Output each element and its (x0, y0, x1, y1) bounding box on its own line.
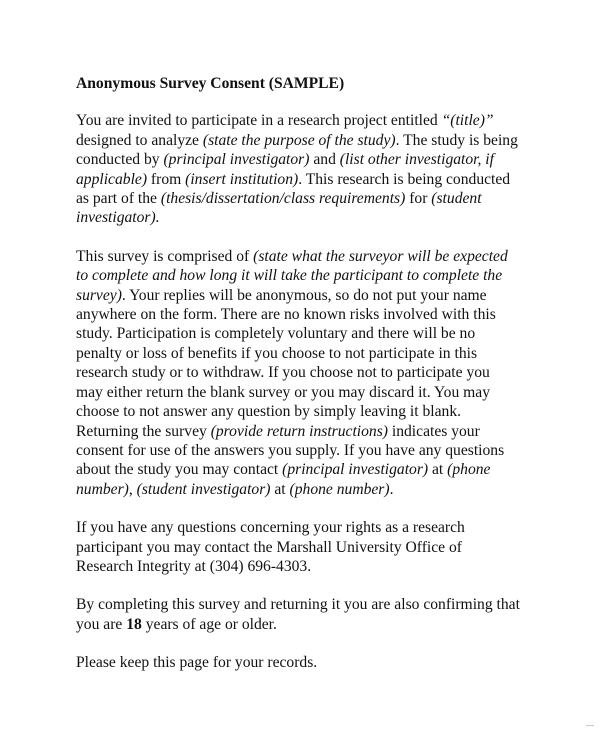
text-line: as part of the (thesis/dissertation/class requirements) for (student (76, 190, 482, 208)
text-line: participant you may contact the Marshall University Office of (76, 538, 462, 556)
text-line: This survey is comprised of (state what the surveyor will be expected (76, 247, 508, 265)
consent-document (76, 74, 536, 692)
text-line: research study or to withdraw. If you choose not to participate you (76, 364, 490, 382)
text-line: consent for use of the answers you supply. If you have any questions (76, 441, 505, 459)
corner-mark (586, 725, 594, 726)
text-line: penalty or loss of benefits if you choose to not participate in this (76, 344, 478, 362)
text-line: you are 18 years of age or older. (76, 615, 277, 633)
text-line: designed to analyze (state the purpose of the study). The study is being (76, 131, 518, 149)
text-line: choose to not answer any question by simply leaving it blank. (76, 403, 462, 421)
text-line: Returning the survey (provide return instructions) indicates your (76, 422, 480, 440)
paragraph-survey-description (76, 247, 536, 499)
paragraph-keep-records (76, 653, 536, 672)
paragraph-invitation (76, 111, 536, 227)
text-line: Please keep this page for your records. (76, 654, 318, 672)
text-line: survey). Your replies will be anonymous, so do not put your name (76, 286, 487, 304)
text-line: You are invited to participate in a research project entitled “(title)” (76, 112, 494, 130)
age-value: 18 (126, 615, 142, 633)
document-title: Anonymous Survey Consent (SAMPLE) (76, 75, 345, 92)
text-line: applicable) from (insert institution). This research is being conducted (76, 170, 511, 188)
text-line: about the study you may contact (principal investigator) at (phone (76, 461, 491, 479)
text-line: investigator). (76, 209, 160, 227)
text-line: study. Participation is completely voluntary and there will be no (76, 325, 476, 343)
paragraph-rights-contact (76, 518, 536, 576)
text-line: may either return the blank survey or you may discard it. You may (76, 383, 491, 401)
text-line: to complete and how long it will take the participant to complete the (76, 267, 503, 285)
paragraph-age-confirmation (76, 595, 536, 634)
text-line: By completing this survey and returning it you are also confirming that (76, 596, 520, 614)
text-line: Research Integrity at (304) 696-4303. (76, 557, 312, 575)
text-line: number), (student investigator) at (phone number). (76, 480, 394, 498)
text-line: If you have any questions concerning your rights as a research (76, 519, 465, 537)
text-line: conducted by (principal investigator) and (list other investigator, if (76, 151, 494, 169)
text-line: anywhere on the form. There are no known risks involved with this (76, 306, 496, 324)
